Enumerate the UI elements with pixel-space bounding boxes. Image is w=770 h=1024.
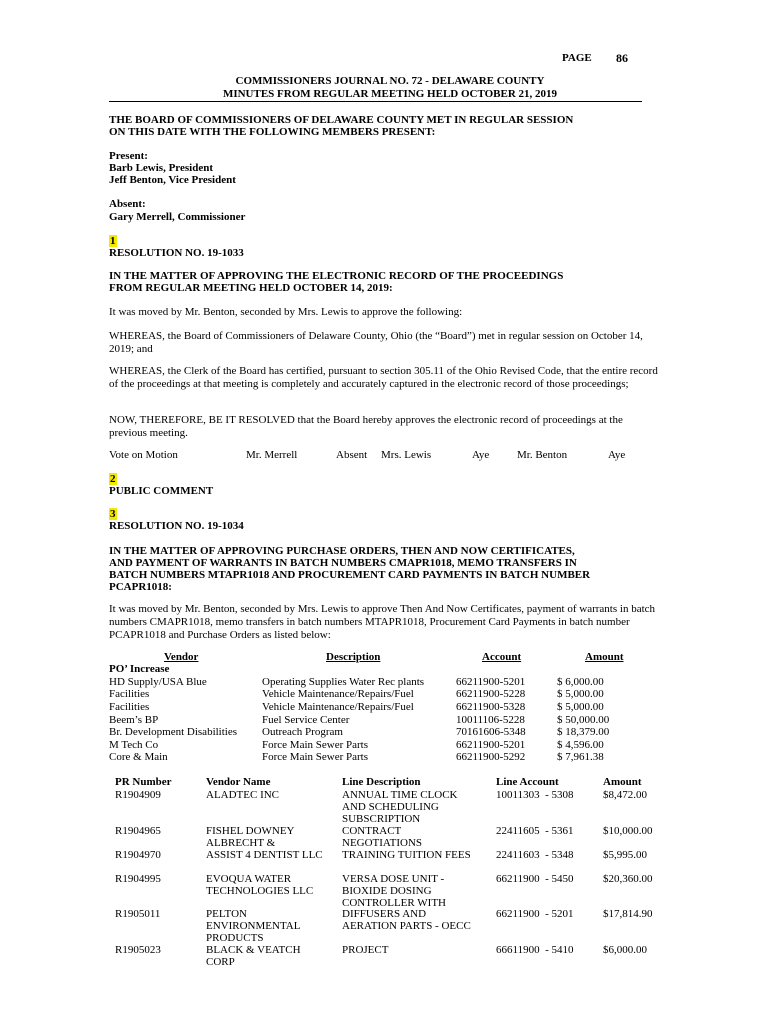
intro-line-2: ON THIS DATE WITH THE FOLLOWING MEMBERS PRESENT:: [109, 126, 436, 138]
pr-line-description: VERSA DOSE UNIT - BIOXIDE DOSING CONTROLLER WITH: [342, 873, 446, 909]
po-account: 66211900-5328: [456, 701, 526, 713]
pr-header-amount: Amount: [603, 776, 642, 788]
po-amount: $ 7,961.38: [557, 751, 604, 763]
page-label: PAGE: [562, 52, 592, 64]
pr-vendor: ASSIST 4 DENTIST LLC: [206, 849, 323, 861]
pr-amount: $8,472.00: [603, 789, 647, 801]
po-description: Vehicle Maintenance/Repairs/Fuel: [262, 701, 414, 713]
minutes-title: MINUTES FROM REGULAR MEETING HELD OCTOBER 21, 2019: [222, 88, 558, 100]
po-amount: $ 5,000.00: [557, 688, 604, 700]
po-amount: $ 50,000.00: [557, 714, 610, 726]
pr-vendor: BLACK & VEATCH CORP: [206, 944, 301, 968]
pr-header-number: PR Number: [115, 776, 172, 788]
whereas-paragraph-1: WHEREAS, the Board of Commissioners of Delaware County, Ohio (the “Board”) met in regular session on October 14, 2019; and: [109, 330, 643, 355]
motion-text: It was moved by Mr. Benton, seconded by Mrs. Lewis to approve Then And Now Certificates, payment of warrants in batch numbers CMAPR1018, memo transfers in batch numbers MTAPR1018, Procurement Card Payments in batch number PCAPR1018 and Purchase Orders as listed below:: [109, 603, 656, 641]
vote-name-lewis: Mrs. Lewis: [381, 449, 432, 461]
pr-vendor: EVOQUA WATER TECHNOLOGIES LLC: [206, 873, 314, 897]
po-description: Fuel Service Center: [262, 714, 350, 726]
resolution-title-line-2: FROM REGULAR MEETING HELD OCTOBER 14, 2019:: [109, 282, 393, 294]
absent-member-1: Gary Merrell, Commissioner: [109, 211, 246, 223]
resolution-number: RESOLUTION NO. 19-1033: [109, 247, 244, 259]
vote-value-merrell: Absent: [336, 449, 368, 461]
page-number: 86: [616, 51, 628, 65]
vote-name-benton: Mr. Benton: [517, 449, 568, 461]
public-comment-title: PUBLIC COMMENT: [109, 485, 214, 497]
po-vendor: Facilities: [109, 701, 150, 713]
po-header-amount: Amount: [585, 651, 624, 663]
po-header-description: Description: [326, 651, 381, 663]
po-description: Vehicle Maintenance/Repairs/Fuel: [262, 688, 414, 700]
present-member-2: Jeff Benton, Vice President: [109, 174, 236, 186]
resolution-title-line-1: IN THE MATTER OF APPROVING THE ELECTRONIC RECORD OF THE PROCEEDINGS: [109, 270, 564, 282]
pr-line-description: DIFFUSERS AND AERATION PARTS - OECC: [342, 908, 471, 932]
present-member-1: Barb Lewis, President: [109, 162, 213, 174]
item-number: 3: [110, 508, 116, 520]
absent-label: Absent:: [109, 198, 146, 210]
po-account: 66211900-5201: [456, 739, 526, 751]
pr-amount: $5,995.00: [603, 849, 647, 861]
vote-name-merrell: Mr. Merrell: [246, 449, 298, 461]
po-vendor: Facilities: [109, 688, 150, 700]
po-description: Operating Supplies Water Rec plants: [262, 676, 425, 688]
po-vendor: M Tech Co: [109, 739, 159, 751]
vote-label: Vote on Motion: [109, 449, 178, 461]
resolution-title-line-4: PCAPR1018:: [109, 581, 172, 593]
po-header-vendor: Vendor: [164, 651, 199, 663]
po-amount: $ 6,000.00: [557, 676, 604, 688]
po-account: 70161606-5348: [456, 726, 526, 738]
pr-number: R1904995: [115, 873, 161, 885]
po-amount: $ 5,000.00: [557, 701, 604, 713]
pr-number: R1905023: [115, 944, 161, 956]
pr-number: R1905011: [115, 908, 161, 920]
po-amount: $ 18,379.00: [557, 726, 610, 738]
pr-vendor: ALADTEC INC: [206, 789, 280, 801]
pr-vendor: PELTON ENVIRONMENTAL PRODUCTS: [206, 908, 301, 944]
po-vendor: Br. Development Disabilities: [109, 726, 238, 738]
pr-line-description: ANNUAL TIME CLOCK AND SCHEDULING SUBSCRIPTION: [342, 789, 458, 825]
pr-line-account: 66211900 - 5201: [496, 908, 574, 920]
whereas-paragraph-2: WHEREAS, the Clerk of the Board has certified, pursuant to section 305.11 of the Ohio Revised Code, that the entire record of the proceedings at that meeting is completely and accurately captured in the electronic record of those proceedings;: [109, 365, 658, 390]
pr-header-line-account: Line Account: [496, 776, 559, 788]
present-label: Present:: [109, 150, 148, 162]
po-account: 10011106-5228: [456, 714, 525, 726]
pr-amount: $10,000.00: [603, 825, 653, 837]
pr-line-description: CONTRACT NEGOTIATIONS: [342, 825, 423, 849]
item-number: 2: [110, 473, 116, 485]
resolution-number: RESOLUTION NO. 19-1034: [109, 520, 244, 532]
po-description: Outreach Program: [262, 726, 343, 738]
resolution-title-line-2: AND PAYMENT OF WARRANTS IN BATCH NUMBERS CMAPR1018, MEMO TRANSFERS IN: [109, 557, 577, 569]
header-rule: [109, 101, 642, 102]
po-description: Force Main Sewer Parts: [262, 751, 369, 763]
item-number: 1: [110, 235, 116, 247]
po-header-account: Account: [482, 651, 522, 663]
pr-line-description: TRAINING TUITION FEES: [342, 849, 471, 861]
po-account: 66211900-5292: [456, 751, 526, 763]
pr-header-line-description: Line Description: [342, 776, 421, 788]
motion-text: It was moved by Mr. Benton, seconded by Mrs. Lewis to approve the following:: [109, 306, 463, 318]
pr-amount: $6,000.00: [603, 944, 647, 956]
pr-line-description: PROJECT: [342, 944, 389, 956]
po-amount: $ 4,596.00: [557, 739, 604, 751]
pr-line-account: 22411605 - 5361: [496, 825, 574, 837]
pr-line-account: 66211900 - 5450: [496, 873, 574, 885]
pr-header-vendor: Vendor Name: [206, 776, 271, 788]
po-vendor: HD Supply/USA Blue: [109, 676, 207, 688]
resolved-paragraph: NOW, THEREFORE, BE IT RESOLVED that the Board hereby approves the electronic record of proceedings at the previous meeting.: [109, 414, 623, 439]
vote-value-lewis: Aye: [472, 449, 490, 461]
po-account: 66211900-5228: [456, 688, 526, 700]
journal-title: COMMISSIONERS JOURNAL NO. 72 - DELAWARE COUNTY: [235, 75, 545, 87]
pr-line-account: 22411603 - 5348: [496, 849, 574, 861]
po-description: Force Main Sewer Parts: [262, 739, 369, 751]
resolution-title-line-1: IN THE MATTER OF APPROVING PURCHASE ORDERS, THEN AND NOW CERTIFICATES,: [109, 545, 575, 557]
pr-number: R1904970: [115, 849, 161, 861]
vote-value-benton: Aye: [608, 449, 626, 461]
pr-amount: $20,360.00: [603, 873, 653, 885]
pr-number: R1904909: [115, 789, 161, 801]
intro-line-1: THE BOARD OF COMMISSIONERS OF DELAWARE COUNTY MET IN REGULAR SESSION: [109, 114, 574, 126]
po-vendor: Core & Main: [109, 751, 168, 763]
po-section-label: PO’ Increase: [109, 663, 170, 675]
resolution-title-line-3: BATCH NUMBERS MTAPR1018 AND PROCUREMENT CARD PAYMENTS IN BATCH NUMBER: [109, 569, 591, 581]
pr-amount: $17,814.90: [603, 908, 653, 920]
pr-line-account: 66611900 - 5410: [496, 944, 574, 956]
po-account: 66211900-5201: [456, 676, 526, 688]
po-vendor: Beem’s BP: [109, 714, 159, 726]
pr-vendor: FISHEL DOWNEY ALBRECHT &: [206, 825, 295, 849]
pr-line-account: 10011303 - 5308: [496, 789, 574, 801]
pr-number: R1904965: [115, 825, 161, 837]
